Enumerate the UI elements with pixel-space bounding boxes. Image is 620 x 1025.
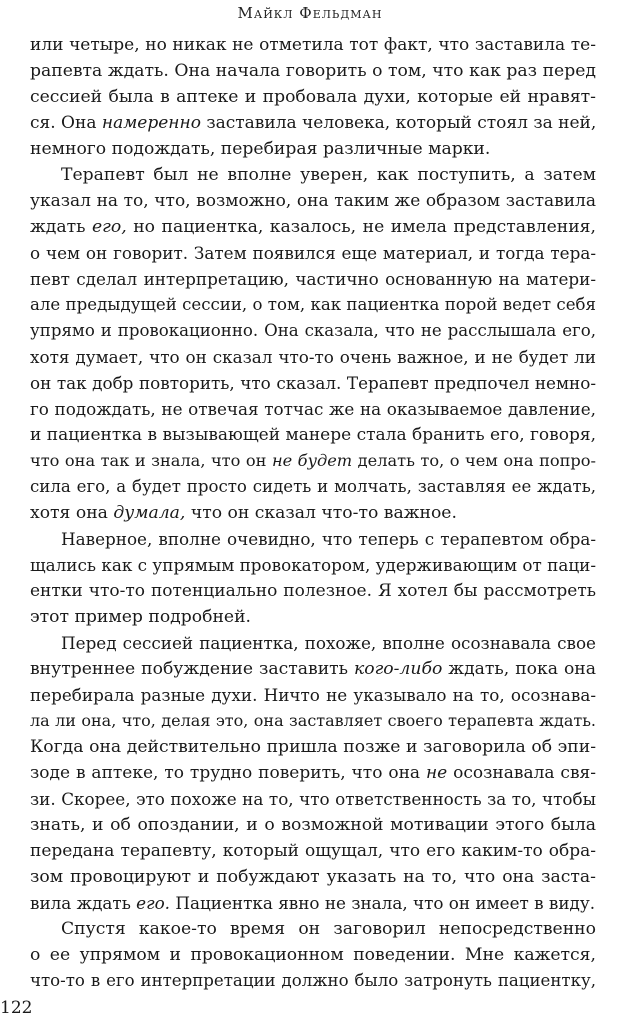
text-line — [30, 604, 596, 630]
italic-text: намеренно — [101, 113, 201, 133]
text-span: заставила человека, который стоял за ней, — [200, 113, 596, 133]
text-line — [30, 110, 596, 136]
text-line — [30, 188, 596, 214]
body-text — [30, 32, 596, 994]
page-number: 122 — [0, 998, 33, 1018]
text-span: певт сделал интерпретацию, частично основанную на матери- — [30, 269, 596, 289]
text-span: о чем он говорит. Затем появился еще материал, и тогда тера- — [30, 243, 596, 263]
text-line — [30, 682, 596, 708]
text-line — [30, 448, 596, 474]
text-span: Спустя какое-то время он заговорил непосредственно — [61, 919, 596, 939]
text-span: зоде в аптеке, то трудно поверить, что она — [30, 763, 426, 783]
text-span: зи. Скорее, это похоже на то, что ответственность за то, чтобы — [30, 789, 596, 809]
text-line — [30, 916, 596, 942]
text-line — [30, 214, 596, 240]
italic-text: его, — [92, 217, 127, 237]
text-span: вила ждать — [30, 893, 137, 913]
text-line — [30, 162, 596, 188]
text-span: ждать, пока она — [442, 659, 596, 679]
text-line — [30, 32, 596, 58]
text-span: он так добр повторить, что сказал. Терапевт предпочел немно- — [30, 373, 596, 393]
text-line — [30, 630, 596, 656]
text-line — [30, 266, 596, 292]
text-span: этот пример подробней. — [30, 607, 252, 627]
italic-text: не будет — [271, 451, 353, 470]
text-line — [30, 552, 596, 578]
text-line — [30, 968, 596, 994]
running-head: Майкл Фельдман — [237, 4, 383, 22]
text-span: передана терапевту, который ощущал, что его каким-то обра- — [30, 841, 596, 861]
text-span: сессией была в аптеке и пробовала духи, которые ей нравят- — [30, 87, 596, 107]
text-span: хотя она — [30, 503, 114, 523]
text-span: знать, и об опоздании, и о возможной мотивации этого была — [30, 815, 596, 835]
text-span: щались как с упрямым провокатором, удерживающим от паци- — [30, 555, 596, 575]
text-line — [30, 396, 596, 422]
text-span: ентки что-то потенциально полезное. Я хотел бы рассмотреть — [30, 581, 596, 601]
text-line — [30, 708, 596, 734]
text-span: рапевта ждать. Она начала говорить о том, что как раз перед — [30, 61, 596, 81]
text-span: Когда она действительно пришла позже и заговорила об эпи- — [30, 737, 596, 757]
italic-text: думала, — [113, 503, 186, 523]
text-line — [30, 942, 596, 968]
text-line — [30, 318, 596, 344]
italic-text: не — [425, 763, 448, 783]
text-line — [30, 344, 596, 370]
text-span: что она так и знала, что он — [30, 451, 272, 470]
text-span: внутреннее побуждение заставить — [30, 659, 354, 679]
text-line — [30, 760, 596, 786]
text-line — [30, 370, 596, 396]
text-span: указал на то, что, возможно, она таким же образом заставила — [30, 191, 596, 211]
text-line — [30, 526, 596, 552]
text-line — [30, 864, 596, 890]
text-line — [30, 240, 596, 266]
text-span: что он сказал что-то важное. — [185, 503, 457, 523]
text-span: осознавала свя- — [447, 763, 596, 783]
text-line — [30, 734, 596, 760]
text-line — [30, 474, 596, 500]
text-span: Перед сессией пациентка, похоже, вполне осознавала свое — [61, 633, 596, 653]
text-span: упрямо и провокационно. Она сказала, что не расслышала его, — [30, 321, 596, 340]
text-span: делать то, о чем она попро- — [352, 451, 596, 470]
italic-text: его. — [136, 893, 171, 913]
text-line — [30, 656, 596, 682]
text-span: хотя думает, что он сказал что-то очень важное, и не будет ли — [30, 347, 596, 367]
text-span: ла ли она, что, делая это, она заставляет своего терапевта ждать. — [30, 711, 596, 730]
text-span: или четыре, но никак не отметила тот факт, что заставила те- — [30, 35, 596, 55]
text-line — [30, 422, 596, 448]
text-span: Наверное, вполне очевидно, что теперь с терапевтом обра- — [61, 529, 596, 549]
italic-text: кого-либо — [353, 659, 443, 679]
text-line — [30, 838, 596, 864]
text-line — [30, 292, 596, 318]
text-line — [30, 136, 596, 162]
text-span: перебирала разные духи. Ничто не указывало на то, осознава- — [30, 685, 596, 705]
text-span: и пациентка в вызывающей манере стала бранить его, говоря, — [30, 425, 596, 445]
text-span: сила его, а будет просто сидеть и молчать, заставляя ее ждать, — [30, 477, 596, 496]
text-line — [30, 58, 596, 84]
text-span: Пациентка явно не знала, что он имеет в виду. — [170, 893, 596, 913]
text-span: о ее упрямом и провокационном поведении. Мне кажется, — [30, 945, 596, 965]
text-span: Терапевт был не вполне уверен, как поступить, а затем — [61, 165, 596, 185]
text-span: ся. Она — [30, 113, 102, 133]
text-span: что-то в его интерпретации должно было затронуть пациентку, — [30, 971, 596, 990]
text-span: але предыдущей сессии, о том, как пациентка порой ведет себя — [30, 295, 596, 314]
text-span: ждать — [30, 217, 93, 237]
text-line — [30, 786, 596, 812]
text-line — [30, 812, 596, 838]
text-line — [30, 500, 596, 526]
text-span: зом провоцируют и побуждают указать на то, что она заста- — [30, 867, 596, 887]
text-span: немного подождать, перебирая различные марки. — [30, 139, 491, 159]
text-line — [30, 578, 596, 604]
text-span: го подождать, не отвечая тотчас же на оказываемое давление, — [30, 399, 596, 419]
text-line — [30, 84, 596, 110]
text-span: но пациентка, казалось, не имела представления, — [126, 217, 596, 237]
text-line — [30, 890, 596, 916]
